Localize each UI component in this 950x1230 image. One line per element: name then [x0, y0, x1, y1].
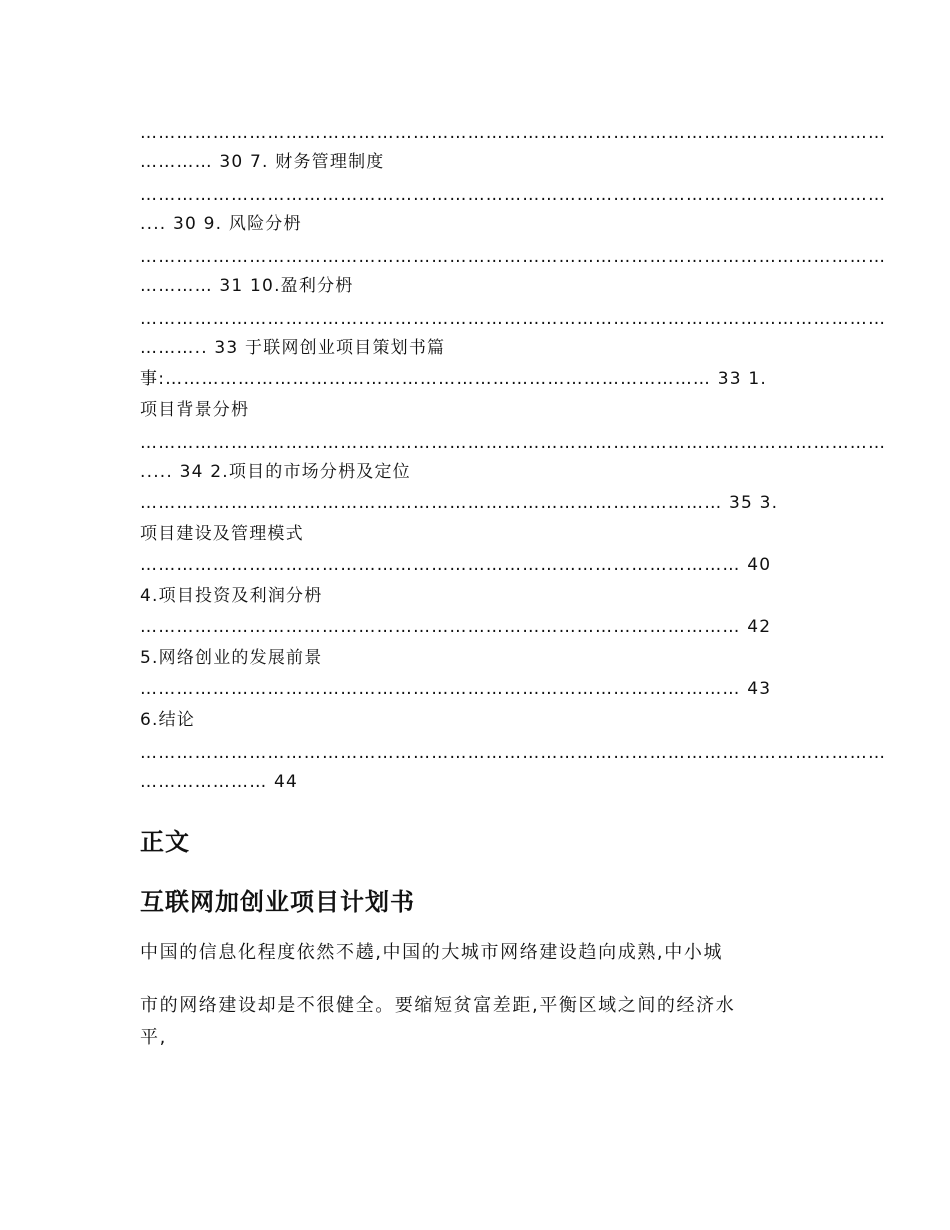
toc-line: 6.结论	[140, 710, 196, 730]
paragraph-line: 市的网络建设却是不很健全。要缩短贫富差距,平衡区域之间的经济水	[140, 995, 736, 1016]
toc-line: …………………………………………………………………………………… 35 3.	[140, 493, 779, 513]
toc-line: ……………………………………………………………………………………… 42	[140, 617, 772, 637]
toc-line: ……………………………………………………………………………………………………………	[140, 743, 887, 763]
toc-line: ……………………………………………………………………………………………………………	[140, 185, 887, 205]
paragraph-line: 中国的信息化程度依然不趬,中国的大城市网络建设趋向成熟,中小城	[140, 942, 724, 963]
toc-line: ..... 34 2.项目的市场分枬及定位	[140, 462, 411, 482]
toc-line: ……………………………………………………………………………………………………………	[140, 309, 887, 329]
toc-line: ………………… 44	[140, 772, 299, 792]
toc-line: 5.网络创业的发展前景	[140, 648, 323, 668]
toc-line: 4.项目投资及利润分枬	[140, 586, 323, 606]
toc-line: ……………………………………………………………………………………………………………	[140, 123, 887, 143]
toc-line: 项目背景分枬	[140, 400, 250, 420]
toc-line: ……………………………………………………………………………………………………………	[140, 247, 887, 267]
document-title: 互联网加创业项目计划书	[140, 888, 415, 916]
toc-line: ……………………………………………………………………………………… 43	[140, 679, 772, 699]
toc-line: 项目建设及管理模式	[140, 524, 304, 544]
toc-line: .... 30 9. 风险分枬	[140, 214, 302, 234]
paragraph-line: 平,	[140, 1027, 167, 1048]
toc-line: 事:……………………………………………………………………………… 33 1.	[140, 369, 767, 389]
toc-line: ……….. 33 于联网创业项目策划书篇	[140, 338, 446, 358]
toc-line: ………… 31 10.盈利分枬	[140, 276, 354, 296]
toc-line: ………… 30 7. 财务管理制度	[140, 152, 385, 172]
section-heading: 正文	[140, 828, 190, 856]
toc-line: ……………………………………………………………………………………… 40	[140, 555, 772, 575]
toc-line: ……………………………………………………………………………………………………………	[140, 433, 887, 453]
